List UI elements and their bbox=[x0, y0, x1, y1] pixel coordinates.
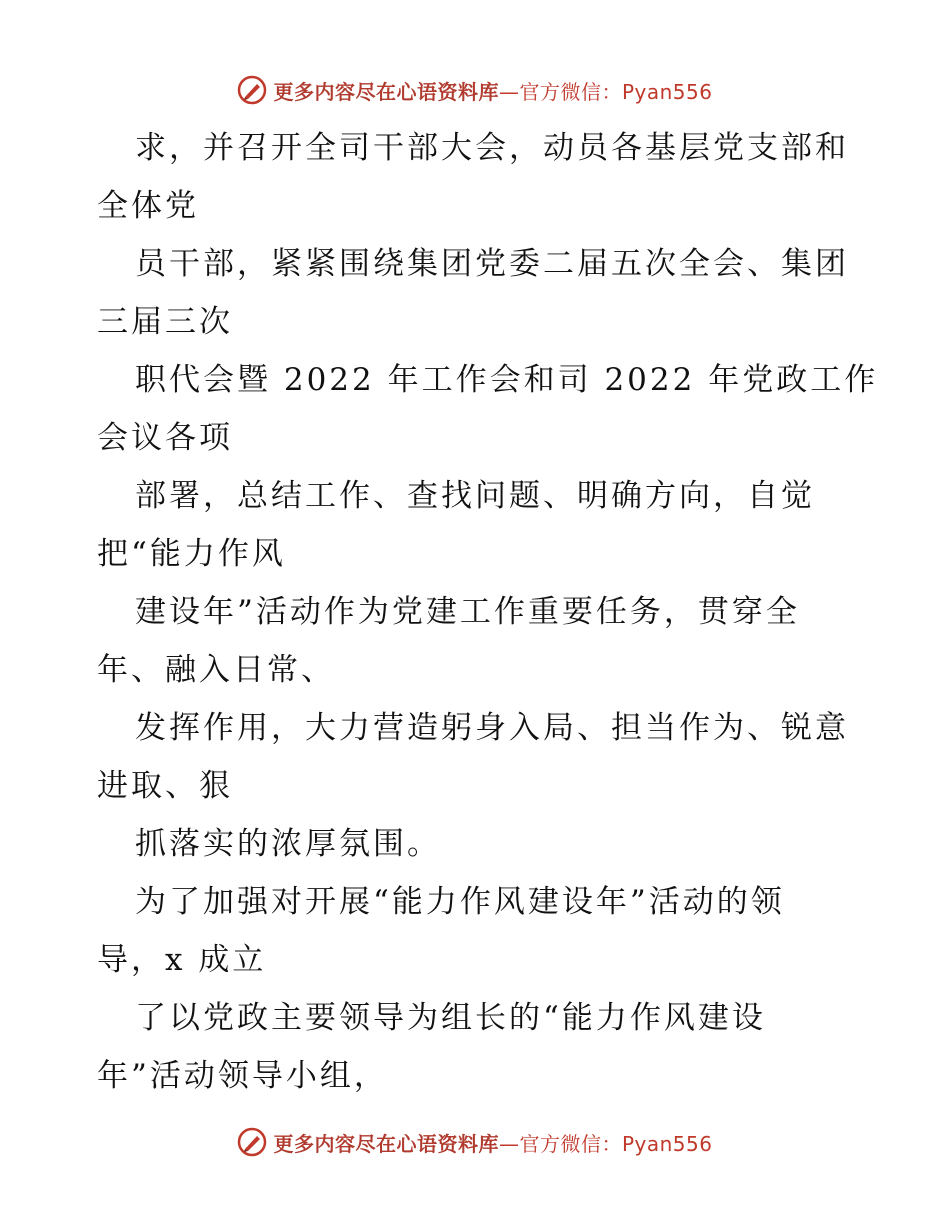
text-line: 抓落实的浓厚氛围。 bbox=[135, 826, 441, 862]
pen-logo-icon bbox=[237, 1127, 267, 1157]
header-wechat: 官方微信：Pyan556 bbox=[519, 79, 713, 104]
header-banner-text bbox=[273, 76, 712, 105]
header-separator: — bbox=[498, 79, 520, 104]
text-line: 把“能力作风 bbox=[97, 536, 286, 572]
text-line: 建设年”活动作为党建工作重要任务，贯穿全 bbox=[135, 594, 800, 630]
text-line: 三届三次 bbox=[97, 304, 233, 340]
text-line: 年、融入日常、 bbox=[97, 652, 335, 688]
footer-brand: 更多内容尽在心语资料库 bbox=[273, 1131, 499, 1156]
header-brand: 更多内容尽在心语资料库 bbox=[273, 79, 499, 104]
text-line: 全体党 bbox=[97, 188, 199, 224]
text-line: 导，x 成立 bbox=[97, 942, 267, 978]
text-line: 进取、狠 bbox=[97, 768, 233, 804]
text-line: 为了加强对开展“能力作风建设年”活动的领 bbox=[135, 884, 785, 920]
footer-banner-text bbox=[273, 1128, 712, 1157]
text-line: 发挥作用，大力营造躬身入局、担当作为、锐意 bbox=[135, 710, 849, 746]
text-line: 部署，总结工作、查找问题、明确方向，自觉 bbox=[135, 478, 815, 514]
text-line: 了以党政主要领导为组长的“能力作风建设 bbox=[135, 1000, 766, 1036]
text-line: 年”活动领导小组， bbox=[97, 1058, 388, 1094]
footer-wechat: 官方微信：Pyan556 bbox=[519, 1131, 713, 1156]
footer-separator: — bbox=[498, 1131, 520, 1156]
text-line: 员干部，紧紧围绕集团党委二届五次全会、集团 bbox=[135, 246, 849, 282]
text-line: 求，并召开全司干部大会，动员各基层党支部和 bbox=[135, 130, 849, 166]
header-banner bbox=[0, 70, 950, 110]
footer-banner bbox=[0, 1122, 950, 1162]
text-line: 会议各项 bbox=[97, 420, 233, 456]
text-line: 职代会暨 2022 年工作会和司 2022 年党政工作 bbox=[135, 362, 879, 398]
pen-logo-icon bbox=[237, 75, 267, 105]
